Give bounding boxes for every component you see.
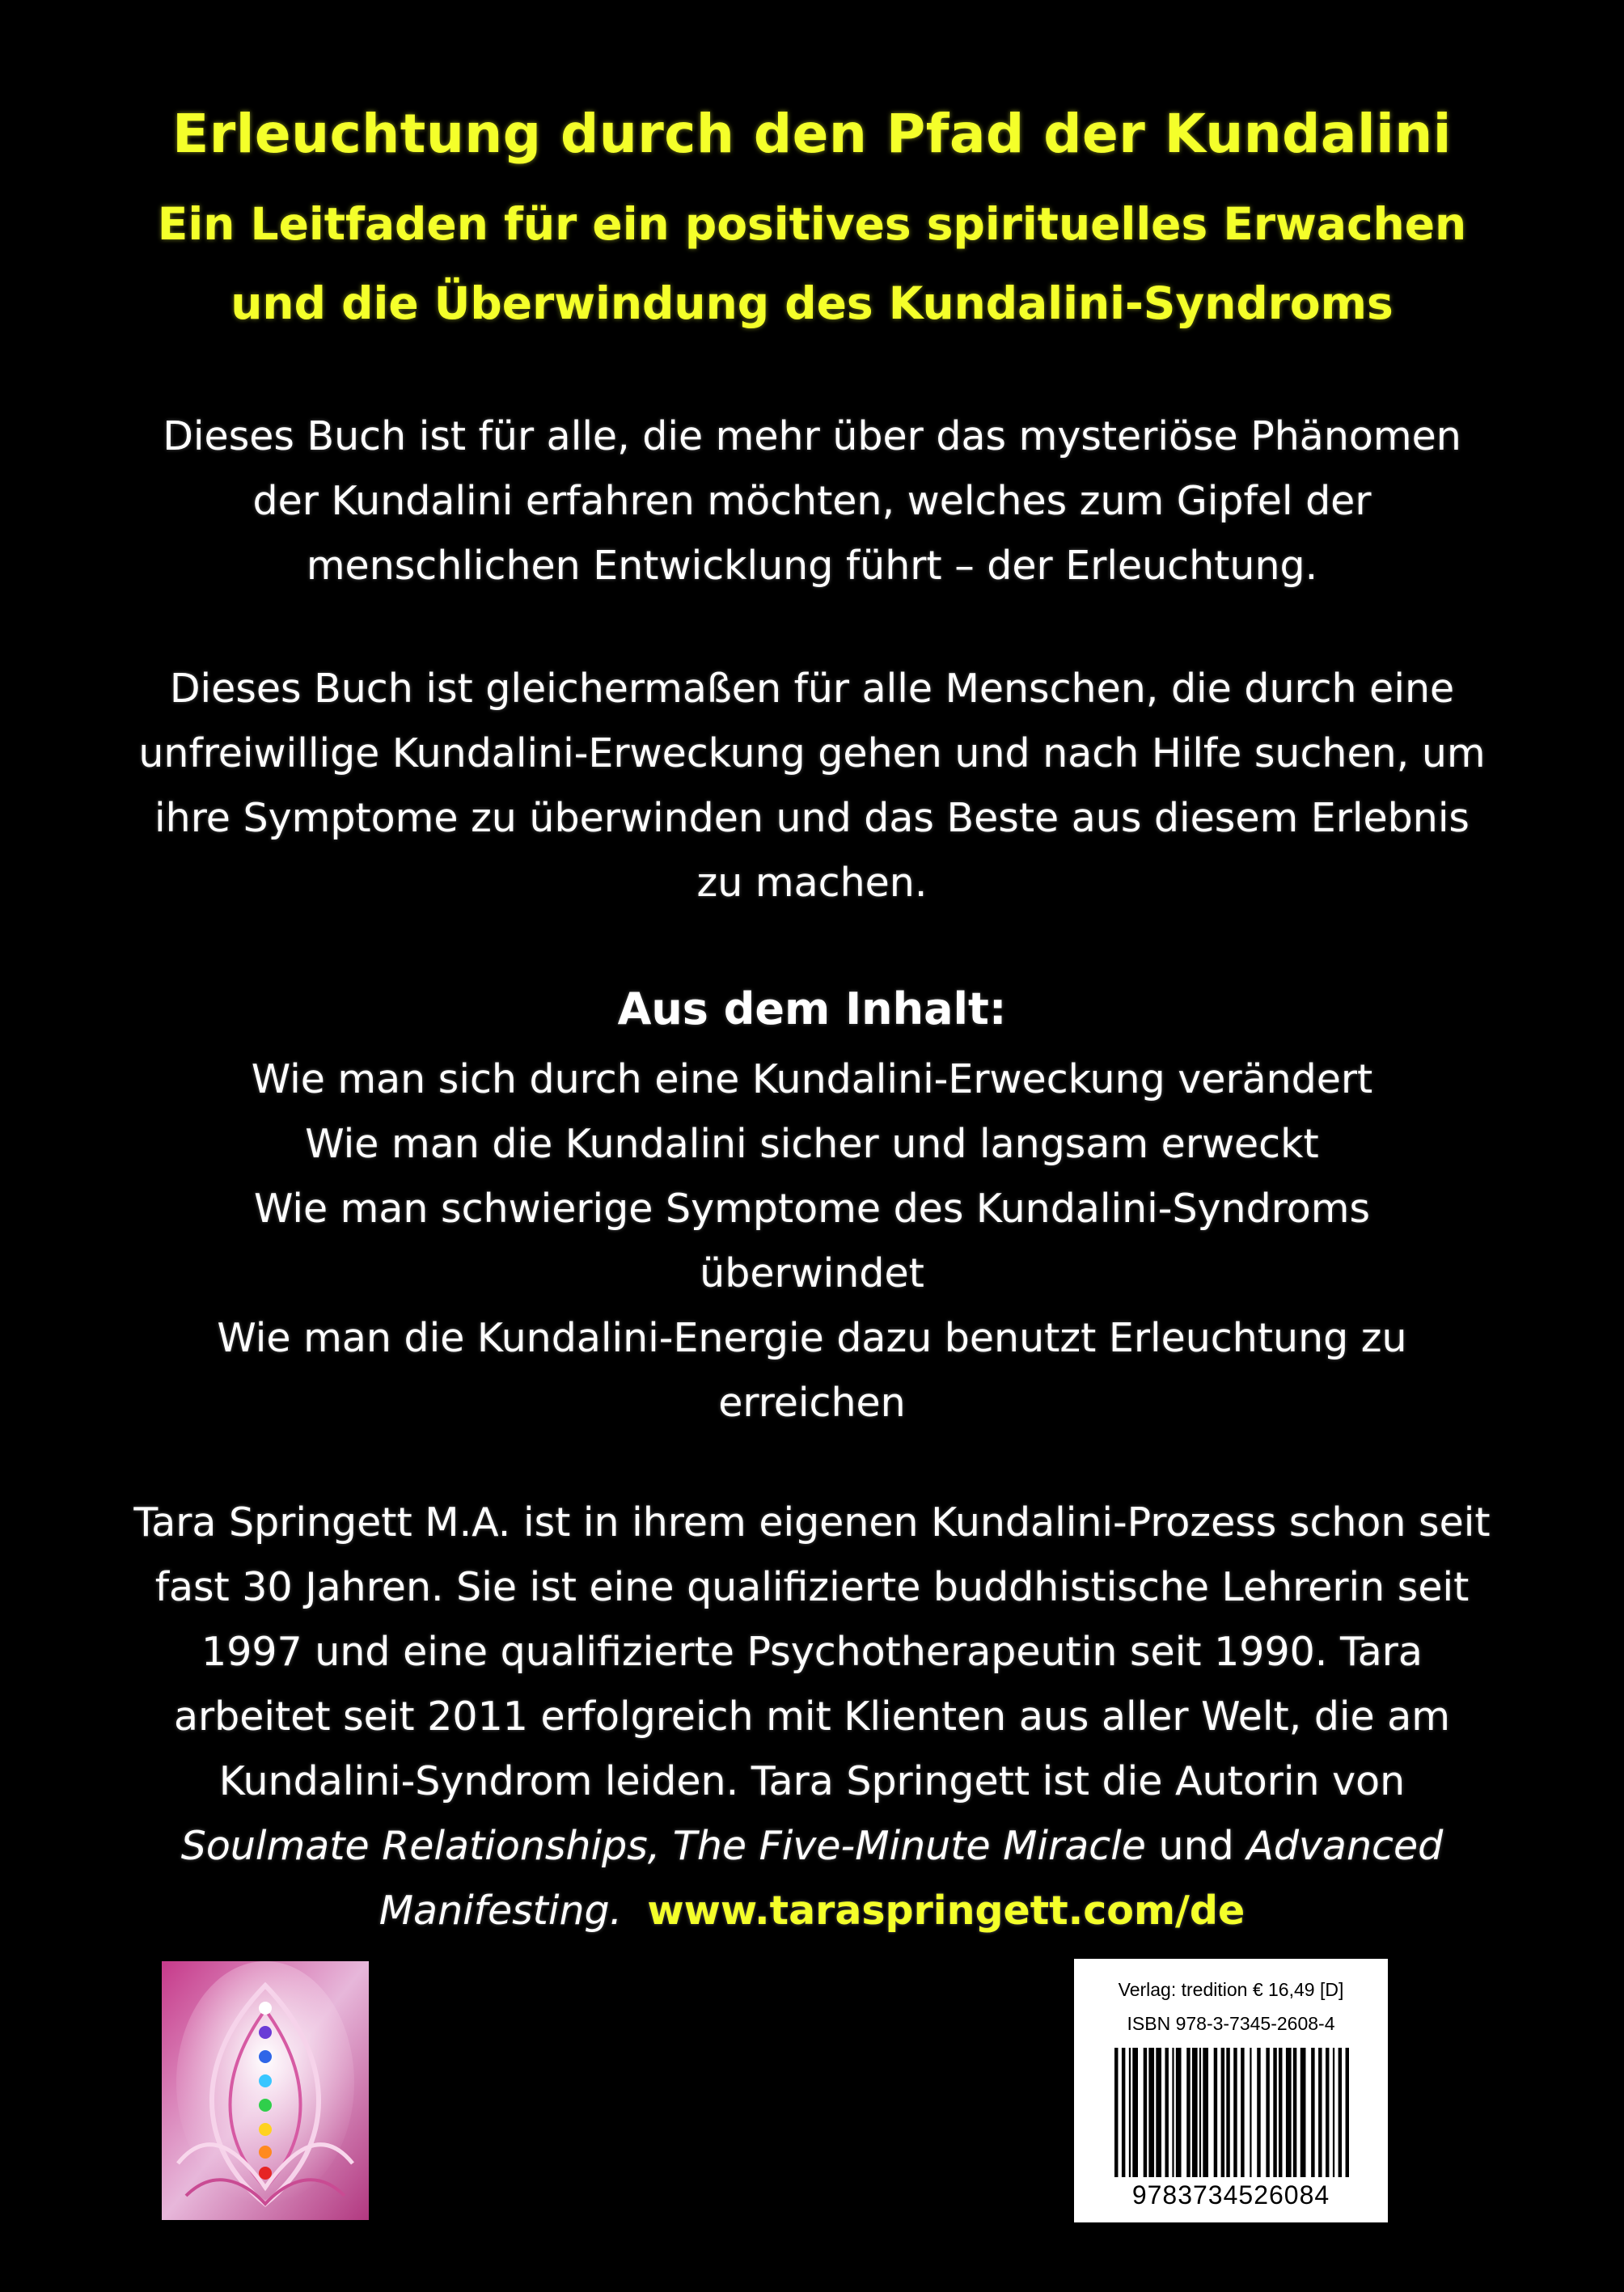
barcode-bar (1192, 2048, 1198, 2177)
barcode-bar (1172, 2048, 1174, 2177)
author-bio (0, 1491, 1624, 1943)
barcode-bar (1165, 2048, 1168, 2177)
barcode-bar (1214, 2048, 1217, 2177)
barcode-bar (1318, 2048, 1322, 2177)
barcode-bar (1114, 2048, 1118, 2177)
barcode-bar (1122, 2048, 1125, 2177)
barcode-bar (1273, 2048, 1276, 2177)
barcode-bar (1339, 2048, 1342, 2177)
barcode-bar (1203, 2048, 1208, 2177)
barcode-bar (1199, 2048, 1201, 2177)
contents-item: überwindet (700, 1250, 924, 1296)
books-line-2 (0, 1879, 1624, 1943)
text-line: fast 30 Jahren. Sie ist eine qualifizierte buddhistische Lehrerin seit (154, 1564, 1470, 1610)
contents-list (0, 1047, 1624, 1436)
barcode-bar (1326, 2048, 1329, 2177)
text-line: arbeitet seit 2011 erfolgreich mit Klienten aus aller Welt, die am (173, 1694, 1451, 1740)
contents-item: Wie man die Kundalini sicher und langsam erweckt (305, 1121, 1319, 1167)
barcode-bar (1132, 2048, 1138, 2177)
barcode-bar (1286, 2048, 1292, 2177)
text-line: Dieses Buch ist gleichermaßen für alle Menschen, die durch eine (169, 666, 1455, 712)
contents-item: Wie man die Kundalini-Energie dazu benutzt Erleuchtung zu (217, 1315, 1407, 1361)
contents-item: erreichen (718, 1380, 906, 1426)
barcode-digits: 9783734526084 (1131, 2180, 1330, 2210)
barcode-bar (1257, 2048, 1260, 2177)
text-line: menschlichen Entwicklung führt – der Erleuchtung. (306, 543, 1318, 589)
subtitle-line: Ein Leitfaden für ein positives spirituelles Erwachen (157, 198, 1467, 250)
barcode-bar (1300, 2048, 1306, 2177)
text-line: Tara Springett M.A. ist in ihrem eigenen Kundalini-Prozess schon seit (133, 1499, 1491, 1546)
barcode-bar (1226, 2048, 1229, 2177)
barcode-bars (1114, 2048, 1349, 2177)
conjunction: und (1158, 1823, 1234, 1869)
barcode-bar (1311, 2048, 1314, 2177)
intro-paragraph-1 (0, 404, 1624, 598)
barcode-bar (1186, 2048, 1190, 2177)
barcode-bar (1279, 2048, 1282, 2177)
barcode-bar (1346, 2048, 1349, 2177)
contents-item: Wie man sich durch eine Kundalini-Erweckung verändert (251, 1056, 1373, 1102)
text-line: 1997 und eine qualifizierte Psychotherapeutin seit 1990. Tara (201, 1629, 1423, 1675)
barcode-bar (1221, 2048, 1224, 2177)
barcode-bar (1266, 2048, 1269, 2177)
text-line: zu machen. (696, 860, 928, 906)
text-line: ihre Symptome zu überwinden und das Beste aus diesem Erlebnis (154, 795, 1470, 841)
book-title-3a: Advanced (1246, 1823, 1444, 1869)
book-title-3b: Manifesting. (379, 1888, 623, 1934)
chakra-logo-image (162, 1961, 369, 2220)
barcode-bar (1241, 2048, 1244, 2177)
subtitle-line: und die Überwindung des Kundalini-Syndroms (230, 277, 1394, 329)
book-subtitle (0, 184, 1624, 343)
website-link[interactable]: www.taraspringett.com/de (647, 1888, 1245, 1934)
text-line: Dieses Buch ist für alle, die mehr über das mysteriöse Phänomen (163, 413, 1461, 459)
publisher-price: Verlag: tredition € 16,49 [D] (1118, 1979, 1344, 2000)
barcode-bar (1250, 2048, 1251, 2177)
book-title-2: The Five-Minute Miracle (672, 1823, 1146, 1869)
barcode-bar (1176, 2048, 1182, 2177)
barcode-bar (1156, 2048, 1161, 2177)
barcode-bar (1333, 2048, 1334, 2177)
isbn-barcode-box (1074, 1959, 1388, 2222)
text-line: Kundalini-Syndrom leiden. Tara Springett ist die Autorin von (218, 1758, 1406, 1804)
isbn-text: ISBN 978-3-7345-2608-4 (1127, 2013, 1335, 2034)
contents-item: Wie man schwierige Symptome des Kundalini-Syndroms (253, 1186, 1371, 1232)
barcode-bar (1148, 2048, 1154, 2177)
text-line: der Kundalini erfahren möchten, welches zum Gipfel der (252, 478, 1372, 524)
intro-paragraph-2 (0, 657, 1624, 916)
book-title: Erleuchtung durch den Pfad der Kundalini (172, 103, 1452, 165)
barcode-bar (1233, 2048, 1237, 2177)
barcode-bar (1293, 2048, 1296, 2177)
contents-heading: Aus dem Inhalt: (617, 983, 1007, 1034)
books-line (0, 1814, 1624, 1879)
text-line: unfreiwillige Kundalini-Erweckung gehen und nach Hilfe suchen, um (138, 730, 1486, 776)
barcode-bar (1144, 2048, 1147, 2177)
book-title-1: Soulmate Relationships, (180, 1823, 661, 1869)
barcode-bar (1129, 2048, 1131, 2177)
